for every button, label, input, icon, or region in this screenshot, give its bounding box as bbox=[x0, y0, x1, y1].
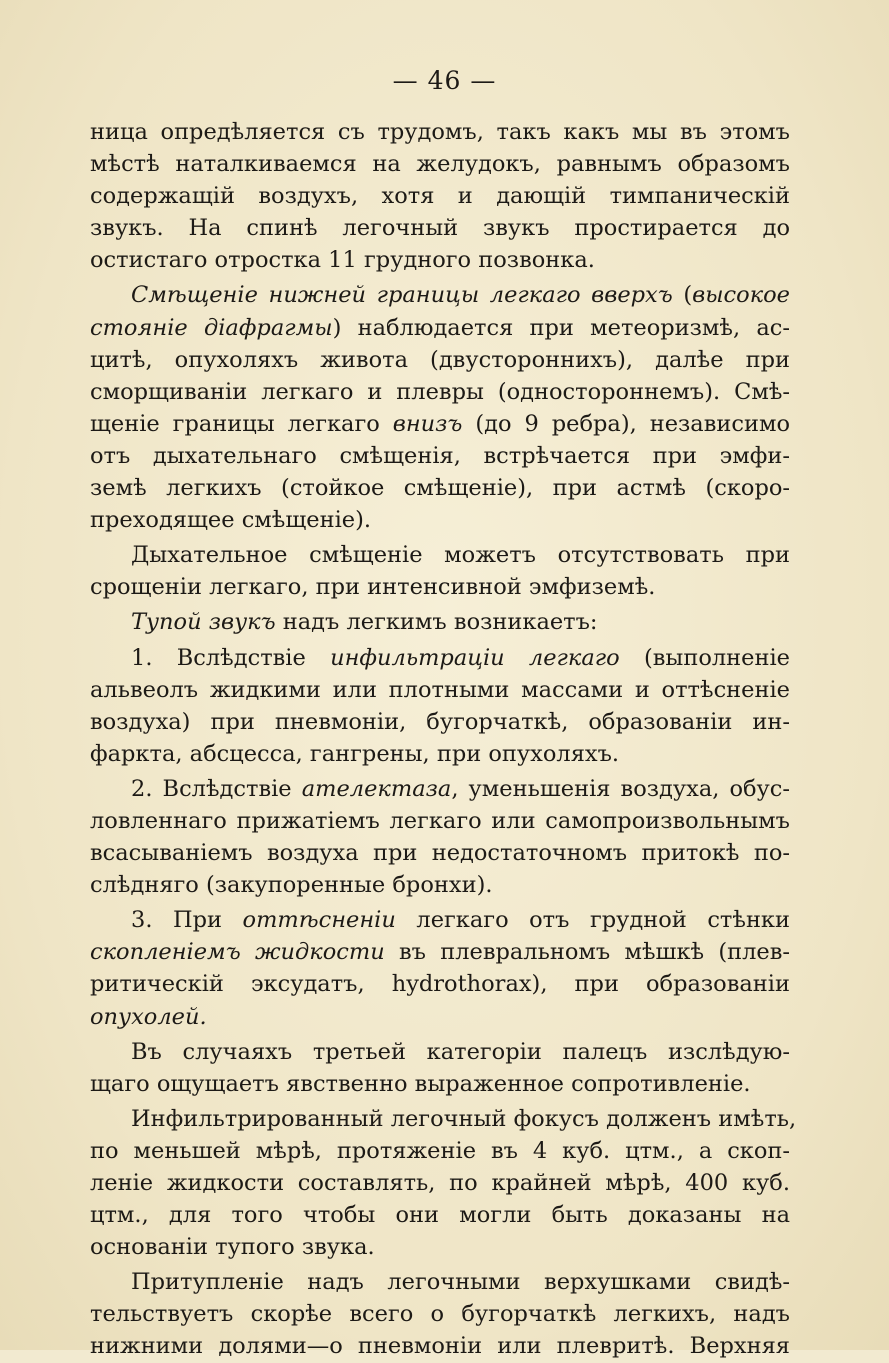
text-span: (до 9 ребра), независимо bbox=[462, 410, 791, 437]
text-span: ритическій эксудатъ, hydrothorax), при образованіи bbox=[90, 971, 790, 998]
text-span: 1. Вслѣдствіе bbox=[131, 644, 331, 671]
text-line bbox=[90, 344, 790, 376]
text-span: щаго ощущаетъ явственно выраженное сопротивленіе. bbox=[90, 1070, 751, 1097]
text-line bbox=[90, 212, 790, 244]
text-span: ловленнаго прижатіемъ легкаго или самопроизвольнымъ bbox=[90, 807, 790, 834]
text-line bbox=[90, 773, 790, 805]
page-number: — 46 — bbox=[392, 66, 497, 95]
text-span: содержащій воздухъ, хотя и дающій тимпаническій bbox=[90, 183, 790, 210]
text-line bbox=[90, 1068, 790, 1100]
text-line bbox=[90, 180, 790, 212]
italic-term: высокое bbox=[692, 282, 790, 309]
text-line bbox=[90, 504, 790, 536]
italic-term: оттѣсненіи bbox=[242, 907, 396, 934]
text-line bbox=[90, 539, 790, 571]
italic-term: ателектаза bbox=[301, 775, 452, 802]
italic-term: Тупой звукъ bbox=[131, 609, 276, 636]
text-line bbox=[90, 116, 790, 148]
text-span: 2. Вслѣдствіе bbox=[131, 775, 302, 802]
text-span: тельствуетъ скорѣе всего о бугорчаткѣ легкихъ, надъ bbox=[90, 1301, 790, 1328]
text-span: отъ дыхательнаго смѣщенія, встрѣчается при эмфи- bbox=[90, 442, 790, 469]
text-span: мѣстѣ наталкиваемся на желудокъ, равнымъ образомъ bbox=[90, 151, 790, 178]
italic-term: опухолей. bbox=[90, 1003, 207, 1030]
text-span: по меньшей мѣрѣ, протяженіе въ 4 куб. цтм., а скоп- bbox=[90, 1137, 790, 1164]
text-line bbox=[90, 1167, 790, 1199]
text-span: Дыхательное смѣщеніе можетъ отсутствовать при bbox=[131, 542, 790, 569]
text-span: воздуха) при пневмоніи, бугорчаткѣ, образованіи ин- bbox=[90, 708, 790, 735]
text-line bbox=[90, 1231, 790, 1263]
text-span: ) наблюдается при метеоризмѣ, ас- bbox=[332, 314, 790, 341]
text-span: слѣдняго (закупоренные бронхи). bbox=[90, 872, 493, 899]
text-span: цтм., для того чтобы они могли быть доказаны на bbox=[90, 1202, 790, 1229]
text-span: легкаго отъ грудной стѣнки bbox=[395, 907, 790, 934]
text-line bbox=[90, 738, 790, 770]
text-line bbox=[90, 1036, 790, 1068]
text-span: срощеніи легкаго, при интенсивной эмфиземѣ. bbox=[90, 574, 656, 601]
text-line bbox=[90, 279, 790, 311]
text-line bbox=[90, 312, 790, 344]
text-line bbox=[90, 904, 790, 936]
text-line bbox=[90, 472, 790, 504]
body-text bbox=[90, 116, 797, 1363]
text-line bbox=[90, 674, 790, 706]
text-line bbox=[90, 805, 790, 837]
text-line bbox=[90, 642, 790, 674]
text-span: ( bbox=[672, 282, 693, 309]
text-line bbox=[90, 1135, 790, 1167]
italic-term: инфильтраціи легкаго bbox=[330, 644, 620, 671]
text-span: сморщиваніи легкаго и плевры (одностороннемъ). Смѣ- bbox=[90, 378, 790, 405]
text-line bbox=[90, 440, 790, 472]
text-span: преходящее смѣщеніе). bbox=[90, 507, 372, 534]
text-span: ница опредѣляется съ трудомъ, такъ какъ мы въ этомъ bbox=[90, 119, 790, 145]
text-span: фаркта, абсцесса, гангрены, при опухоляхъ. bbox=[90, 740, 620, 767]
text-line bbox=[90, 1001, 790, 1033]
italic-term: Смѣщеніе нижней границы легкаго вверхъ bbox=[131, 282, 673, 309]
text-span: основаніи тупого звука. bbox=[90, 1234, 375, 1261]
text-span: 3. При bbox=[131, 907, 243, 934]
italic-term: стояніе діафрагмы bbox=[90, 314, 333, 341]
text-line bbox=[90, 1103, 797, 1135]
italic-term: внизъ bbox=[392, 410, 463, 437]
text-line bbox=[90, 408, 790, 440]
text-span: земѣ легкихъ (стойкое смѣщеніе), при астмѣ (скоро- bbox=[90, 475, 790, 502]
text-line bbox=[90, 244, 790, 276]
text-line bbox=[90, 936, 790, 968]
text-span: звукъ. На спинѣ легочный звукъ простирается до bbox=[90, 215, 790, 242]
text-line bbox=[90, 606, 790, 638]
text-span: альвеолъ жидкими или плотными массами и оттѣсненіе bbox=[90, 676, 790, 703]
text-line bbox=[90, 1199, 790, 1231]
text-span: всасываніемъ воздуха при недостаточномъ притокѣ по- bbox=[90, 840, 790, 867]
text-span: остистаго отростка 11 грудного позвонка. bbox=[90, 247, 595, 274]
text-line bbox=[90, 1266, 790, 1298]
text-line bbox=[90, 148, 790, 180]
text-line bbox=[90, 1298, 790, 1330]
text-line bbox=[90, 968, 790, 1000]
text-line bbox=[90, 706, 790, 738]
text-span: (выполненіе bbox=[619, 644, 790, 671]
text-span: Инфильтрированный легочный фокусъ долженъ имѣть, bbox=[131, 1105, 797, 1132]
text-span: , уменьшенія воздуха, обус- bbox=[451, 775, 790, 802]
text-line bbox=[90, 1330, 790, 1362]
text-span: леніе жидкости составлять, по крайней мѣрѣ, 400 куб. bbox=[90, 1170, 790, 1196]
text-span: щеніе границы легкаго bbox=[90, 410, 393, 437]
text-span: нижними долями—о пневмоніи или плевритѣ. Верхняя bbox=[90, 1333, 790, 1360]
text-span: надъ легкимъ возникаетъ: bbox=[275, 609, 598, 636]
text-span: въ плевральномъ мѣшкѣ (плев- bbox=[384, 939, 790, 966]
text-line bbox=[90, 376, 790, 408]
text-span: Въ случаяхъ третьей категоріи палецъ изслѣдую- bbox=[131, 1038, 790, 1065]
text-span: Притупленіе надъ легочными верхушками свидѣ- bbox=[131, 1269, 790, 1296]
text-line bbox=[90, 571, 790, 603]
italic-term: скопленіемъ жидкости bbox=[90, 939, 385, 966]
text-line bbox=[90, 837, 790, 869]
text-line bbox=[90, 869, 790, 901]
text-span: цитѣ, опухоляхъ живота (двустороннихъ), далѣе при bbox=[90, 346, 790, 373]
